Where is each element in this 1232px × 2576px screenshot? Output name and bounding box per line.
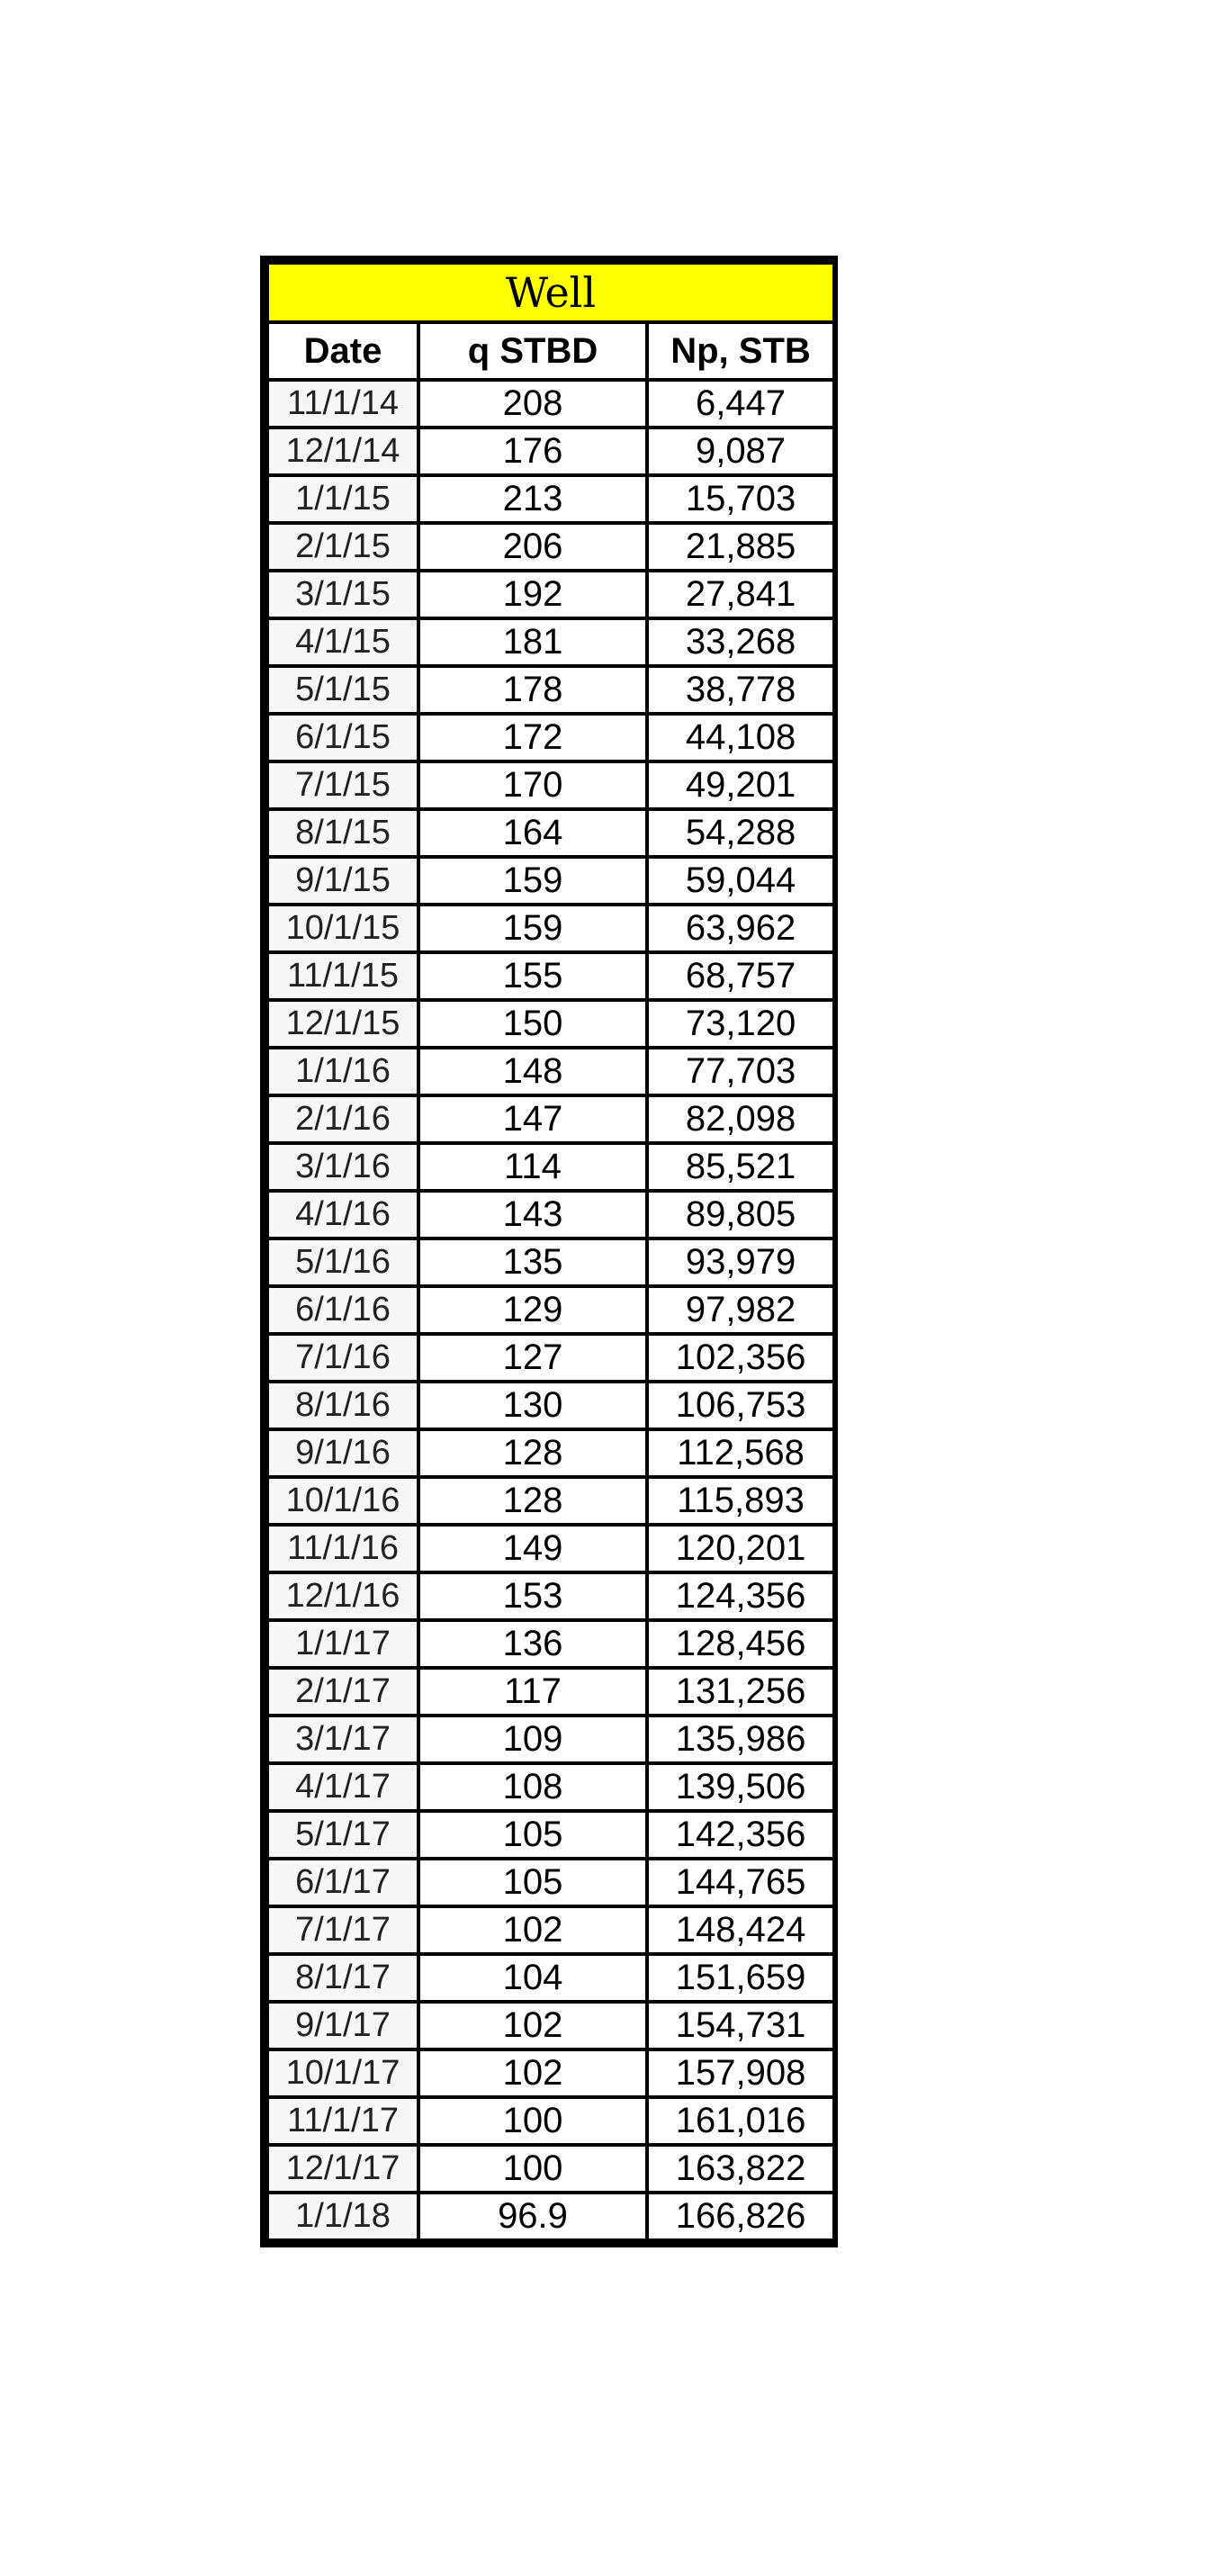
table-row bbox=[267, 380, 834, 428]
cell-cumulative: 49,201 bbox=[647, 761, 834, 809]
cell-rate: 155 bbox=[418, 952, 647, 1000]
cell-rate: 136 bbox=[418, 1620, 647, 1668]
cell-rate: 159 bbox=[418, 905, 647, 952]
table-row bbox=[267, 1763, 834, 1811]
cell-date: 2/1/16 bbox=[267, 1095, 418, 1143]
cell-rate: 153 bbox=[418, 1572, 647, 1620]
cell-rate: 208 bbox=[418, 380, 647, 428]
table-row bbox=[267, 2002, 834, 2049]
cell-rate: 192 bbox=[418, 571, 647, 618]
cell-rate: 147 bbox=[418, 1095, 647, 1143]
cell-date: 4/1/16 bbox=[267, 1191, 418, 1238]
cell-rate: 105 bbox=[418, 1811, 647, 1859]
cell-cumulative: 161,016 bbox=[647, 2097, 834, 2145]
table-row bbox=[267, 1572, 834, 1620]
cell-date: 1/1/16 bbox=[267, 1048, 418, 1095]
cell-date: 9/1/17 bbox=[267, 2002, 418, 2049]
table-row bbox=[267, 714, 834, 761]
cell-rate: 102 bbox=[418, 1906, 647, 1954]
cell-cumulative: 157,908 bbox=[647, 2049, 834, 2097]
cell-rate: 109 bbox=[418, 1716, 647, 1763]
table-row bbox=[267, 1095, 834, 1143]
cell-cumulative: 85,521 bbox=[647, 1143, 834, 1191]
cell-rate: 114 bbox=[418, 1143, 647, 1191]
cell-cumulative: 139,506 bbox=[647, 1763, 834, 1811]
table-row bbox=[267, 475, 834, 523]
cell-rate: 150 bbox=[418, 1000, 647, 1048]
cell-date: 2/1/17 bbox=[267, 1668, 418, 1716]
cell-rate: 130 bbox=[418, 1382, 647, 1429]
cell-date: 5/1/15 bbox=[267, 666, 418, 714]
cell-date: 1/1/18 bbox=[267, 2193, 418, 2240]
cell-date: 3/1/17 bbox=[267, 1716, 418, 1763]
table-row bbox=[267, 618, 834, 666]
cell-rate: 143 bbox=[418, 1191, 647, 1238]
cell-rate: 176 bbox=[418, 428, 647, 475]
cell-date: 10/1/17 bbox=[267, 2049, 418, 2097]
cell-date: 6/1/17 bbox=[267, 1859, 418, 1906]
cell-rate: 213 bbox=[418, 475, 647, 523]
cell-cumulative: 151,659 bbox=[647, 1954, 834, 2002]
table-row bbox=[267, 1859, 834, 1906]
cell-cumulative: 163,822 bbox=[647, 2145, 834, 2193]
cell-date: 9/1/16 bbox=[267, 1429, 418, 1477]
cell-date: 12/1/16 bbox=[267, 1572, 418, 1620]
cell-cumulative: 73,120 bbox=[647, 1000, 834, 1048]
cell-rate: 170 bbox=[418, 761, 647, 809]
cell-rate: 129 bbox=[418, 1286, 647, 1334]
table-row bbox=[267, 571, 834, 618]
table-row bbox=[267, 1000, 834, 1048]
table-row bbox=[267, 1906, 834, 1954]
cell-cumulative: 124,356 bbox=[647, 1572, 834, 1620]
header-row bbox=[267, 322, 834, 380]
cell-rate: 102 bbox=[418, 2002, 647, 2049]
table-row bbox=[267, 1716, 834, 1763]
cell-date: 5/1/16 bbox=[267, 1238, 418, 1286]
cell-date: 4/1/15 bbox=[267, 618, 418, 666]
cell-rate: 206 bbox=[418, 523, 647, 571]
cell-rate: 100 bbox=[418, 2145, 647, 2193]
table-row bbox=[267, 1620, 834, 1668]
cell-rate: 127 bbox=[418, 1334, 647, 1382]
cell-rate: 159 bbox=[418, 857, 647, 905]
cell-date: 8/1/16 bbox=[267, 1382, 418, 1429]
cell-cumulative: 97,982 bbox=[647, 1286, 834, 1334]
cell-date: 9/1/15 bbox=[267, 857, 418, 905]
cell-cumulative: 89,805 bbox=[647, 1191, 834, 1238]
table-row bbox=[267, 428, 834, 475]
cell-date: 10/1/15 bbox=[267, 905, 418, 952]
cell-cumulative: 120,201 bbox=[647, 1525, 834, 1572]
table-row bbox=[267, 1286, 834, 1334]
cell-date: 1/1/15 bbox=[267, 475, 418, 523]
cell-cumulative: 15,703 bbox=[647, 475, 834, 523]
table-row bbox=[267, 1382, 834, 1429]
cell-cumulative: 63,962 bbox=[647, 905, 834, 952]
cell-rate: 117 bbox=[418, 1668, 647, 1716]
cell-date: 10/1/16 bbox=[267, 1477, 418, 1525]
cell-cumulative: 144,765 bbox=[647, 1859, 834, 1906]
table-row bbox=[267, 1429, 834, 1477]
table-row bbox=[267, 1477, 834, 1525]
table-row bbox=[267, 1191, 834, 1238]
table-row bbox=[267, 2145, 834, 2193]
cell-date: 8/1/17 bbox=[267, 1954, 418, 2002]
table-row bbox=[267, 1668, 834, 1716]
cell-cumulative: 54,288 bbox=[647, 809, 834, 857]
cell-cumulative: 112,568 bbox=[647, 1429, 834, 1477]
cell-date: 3/1/16 bbox=[267, 1143, 418, 1191]
well-production-table bbox=[260, 256, 838, 2247]
data-table bbox=[265, 261, 836, 2242]
cell-rate: 149 bbox=[418, 1525, 647, 1572]
table-row bbox=[267, 1048, 834, 1095]
table-row bbox=[267, 905, 834, 952]
cell-date: 4/1/17 bbox=[267, 1763, 418, 1811]
cell-cumulative: 27,841 bbox=[647, 571, 834, 618]
cell-date: 7/1/17 bbox=[267, 1906, 418, 1954]
cell-date: 11/1/17 bbox=[267, 2097, 418, 2145]
table-row bbox=[267, 523, 834, 571]
cell-date: 6/1/15 bbox=[267, 714, 418, 761]
cell-cumulative: 115,893 bbox=[647, 1477, 834, 1525]
cell-rate: 104 bbox=[418, 1954, 647, 2002]
cell-cumulative: 6,447 bbox=[647, 380, 834, 428]
cell-cumulative: 21,885 bbox=[647, 523, 834, 571]
header-cumulative: Np, STB bbox=[647, 322, 834, 380]
cell-cumulative: 131,256 bbox=[647, 1668, 834, 1716]
cell-date: 11/1/15 bbox=[267, 952, 418, 1000]
cell-cumulative: 82,098 bbox=[647, 1095, 834, 1143]
table-row bbox=[267, 2049, 834, 2097]
cell-date: 12/1/15 bbox=[267, 1000, 418, 1048]
cell-date: 12/1/14 bbox=[267, 428, 418, 475]
cell-date: 12/1/17 bbox=[267, 2145, 418, 2193]
table-row bbox=[267, 1525, 834, 1572]
cell-date: 8/1/15 bbox=[267, 809, 418, 857]
cell-date: 2/1/15 bbox=[267, 523, 418, 571]
cell-date: 6/1/16 bbox=[267, 1286, 418, 1334]
cell-cumulative: 33,268 bbox=[647, 618, 834, 666]
cell-rate: 102 bbox=[418, 2049, 647, 2097]
header-rate: q STBD bbox=[418, 322, 647, 380]
cell-rate: 172 bbox=[418, 714, 647, 761]
table-row bbox=[267, 1334, 834, 1382]
table-row bbox=[267, 857, 834, 905]
table-row bbox=[267, 1143, 834, 1191]
cell-cumulative: 9,087 bbox=[647, 428, 834, 475]
cell-cumulative: 59,044 bbox=[647, 857, 834, 905]
table-row bbox=[267, 1238, 834, 1286]
cell-cumulative: 102,356 bbox=[647, 1334, 834, 1382]
table-row bbox=[267, 1811, 834, 1859]
cell-cumulative: 44,108 bbox=[647, 714, 834, 761]
cell-date: 7/1/16 bbox=[267, 1334, 418, 1382]
cell-cumulative: 38,778 bbox=[647, 666, 834, 714]
cell-rate: 96.9 bbox=[418, 2193, 647, 2240]
cell-cumulative: 135,986 bbox=[647, 1716, 834, 1763]
cell-cumulative: 142,356 bbox=[647, 1811, 834, 1859]
header-date: Date bbox=[267, 322, 418, 380]
cell-cumulative: 68,757 bbox=[647, 952, 834, 1000]
cell-rate: 128 bbox=[418, 1477, 647, 1525]
table-title: Well bbox=[267, 263, 834, 322]
cell-date: 11/1/16 bbox=[267, 1525, 418, 1572]
table-row bbox=[267, 761, 834, 809]
cell-cumulative: 166,826 bbox=[647, 2193, 834, 2240]
cell-rate: 148 bbox=[418, 1048, 647, 1095]
table-row bbox=[267, 809, 834, 857]
table-body bbox=[267, 380, 834, 2240]
cell-rate: 100 bbox=[418, 2097, 647, 2145]
cell-rate: 105 bbox=[418, 1859, 647, 1906]
cell-cumulative: 77,703 bbox=[647, 1048, 834, 1095]
table-row bbox=[267, 2097, 834, 2145]
cell-rate: 181 bbox=[418, 618, 647, 666]
cell-rate: 128 bbox=[418, 1429, 647, 1477]
cell-date: 3/1/15 bbox=[267, 571, 418, 618]
cell-cumulative: 106,753 bbox=[647, 1382, 834, 1429]
cell-date: 11/1/14 bbox=[267, 380, 418, 428]
cell-cumulative: 154,731 bbox=[647, 2002, 834, 2049]
cell-cumulative: 128,456 bbox=[647, 1620, 834, 1668]
cell-date: 1/1/17 bbox=[267, 1620, 418, 1668]
table-row bbox=[267, 666, 834, 714]
cell-rate: 135 bbox=[418, 1238, 647, 1286]
cell-cumulative: 93,979 bbox=[647, 1238, 834, 1286]
cell-rate: 108 bbox=[418, 1763, 647, 1811]
table-row bbox=[267, 952, 834, 1000]
table-row bbox=[267, 1954, 834, 2002]
cell-rate: 164 bbox=[418, 809, 647, 857]
title-row bbox=[267, 263, 834, 322]
table-row bbox=[267, 2193, 834, 2240]
cell-cumulative: 148,424 bbox=[647, 1906, 834, 1954]
cell-date: 5/1/17 bbox=[267, 1811, 418, 1859]
cell-date: 7/1/15 bbox=[267, 761, 418, 809]
cell-rate: 178 bbox=[418, 666, 647, 714]
